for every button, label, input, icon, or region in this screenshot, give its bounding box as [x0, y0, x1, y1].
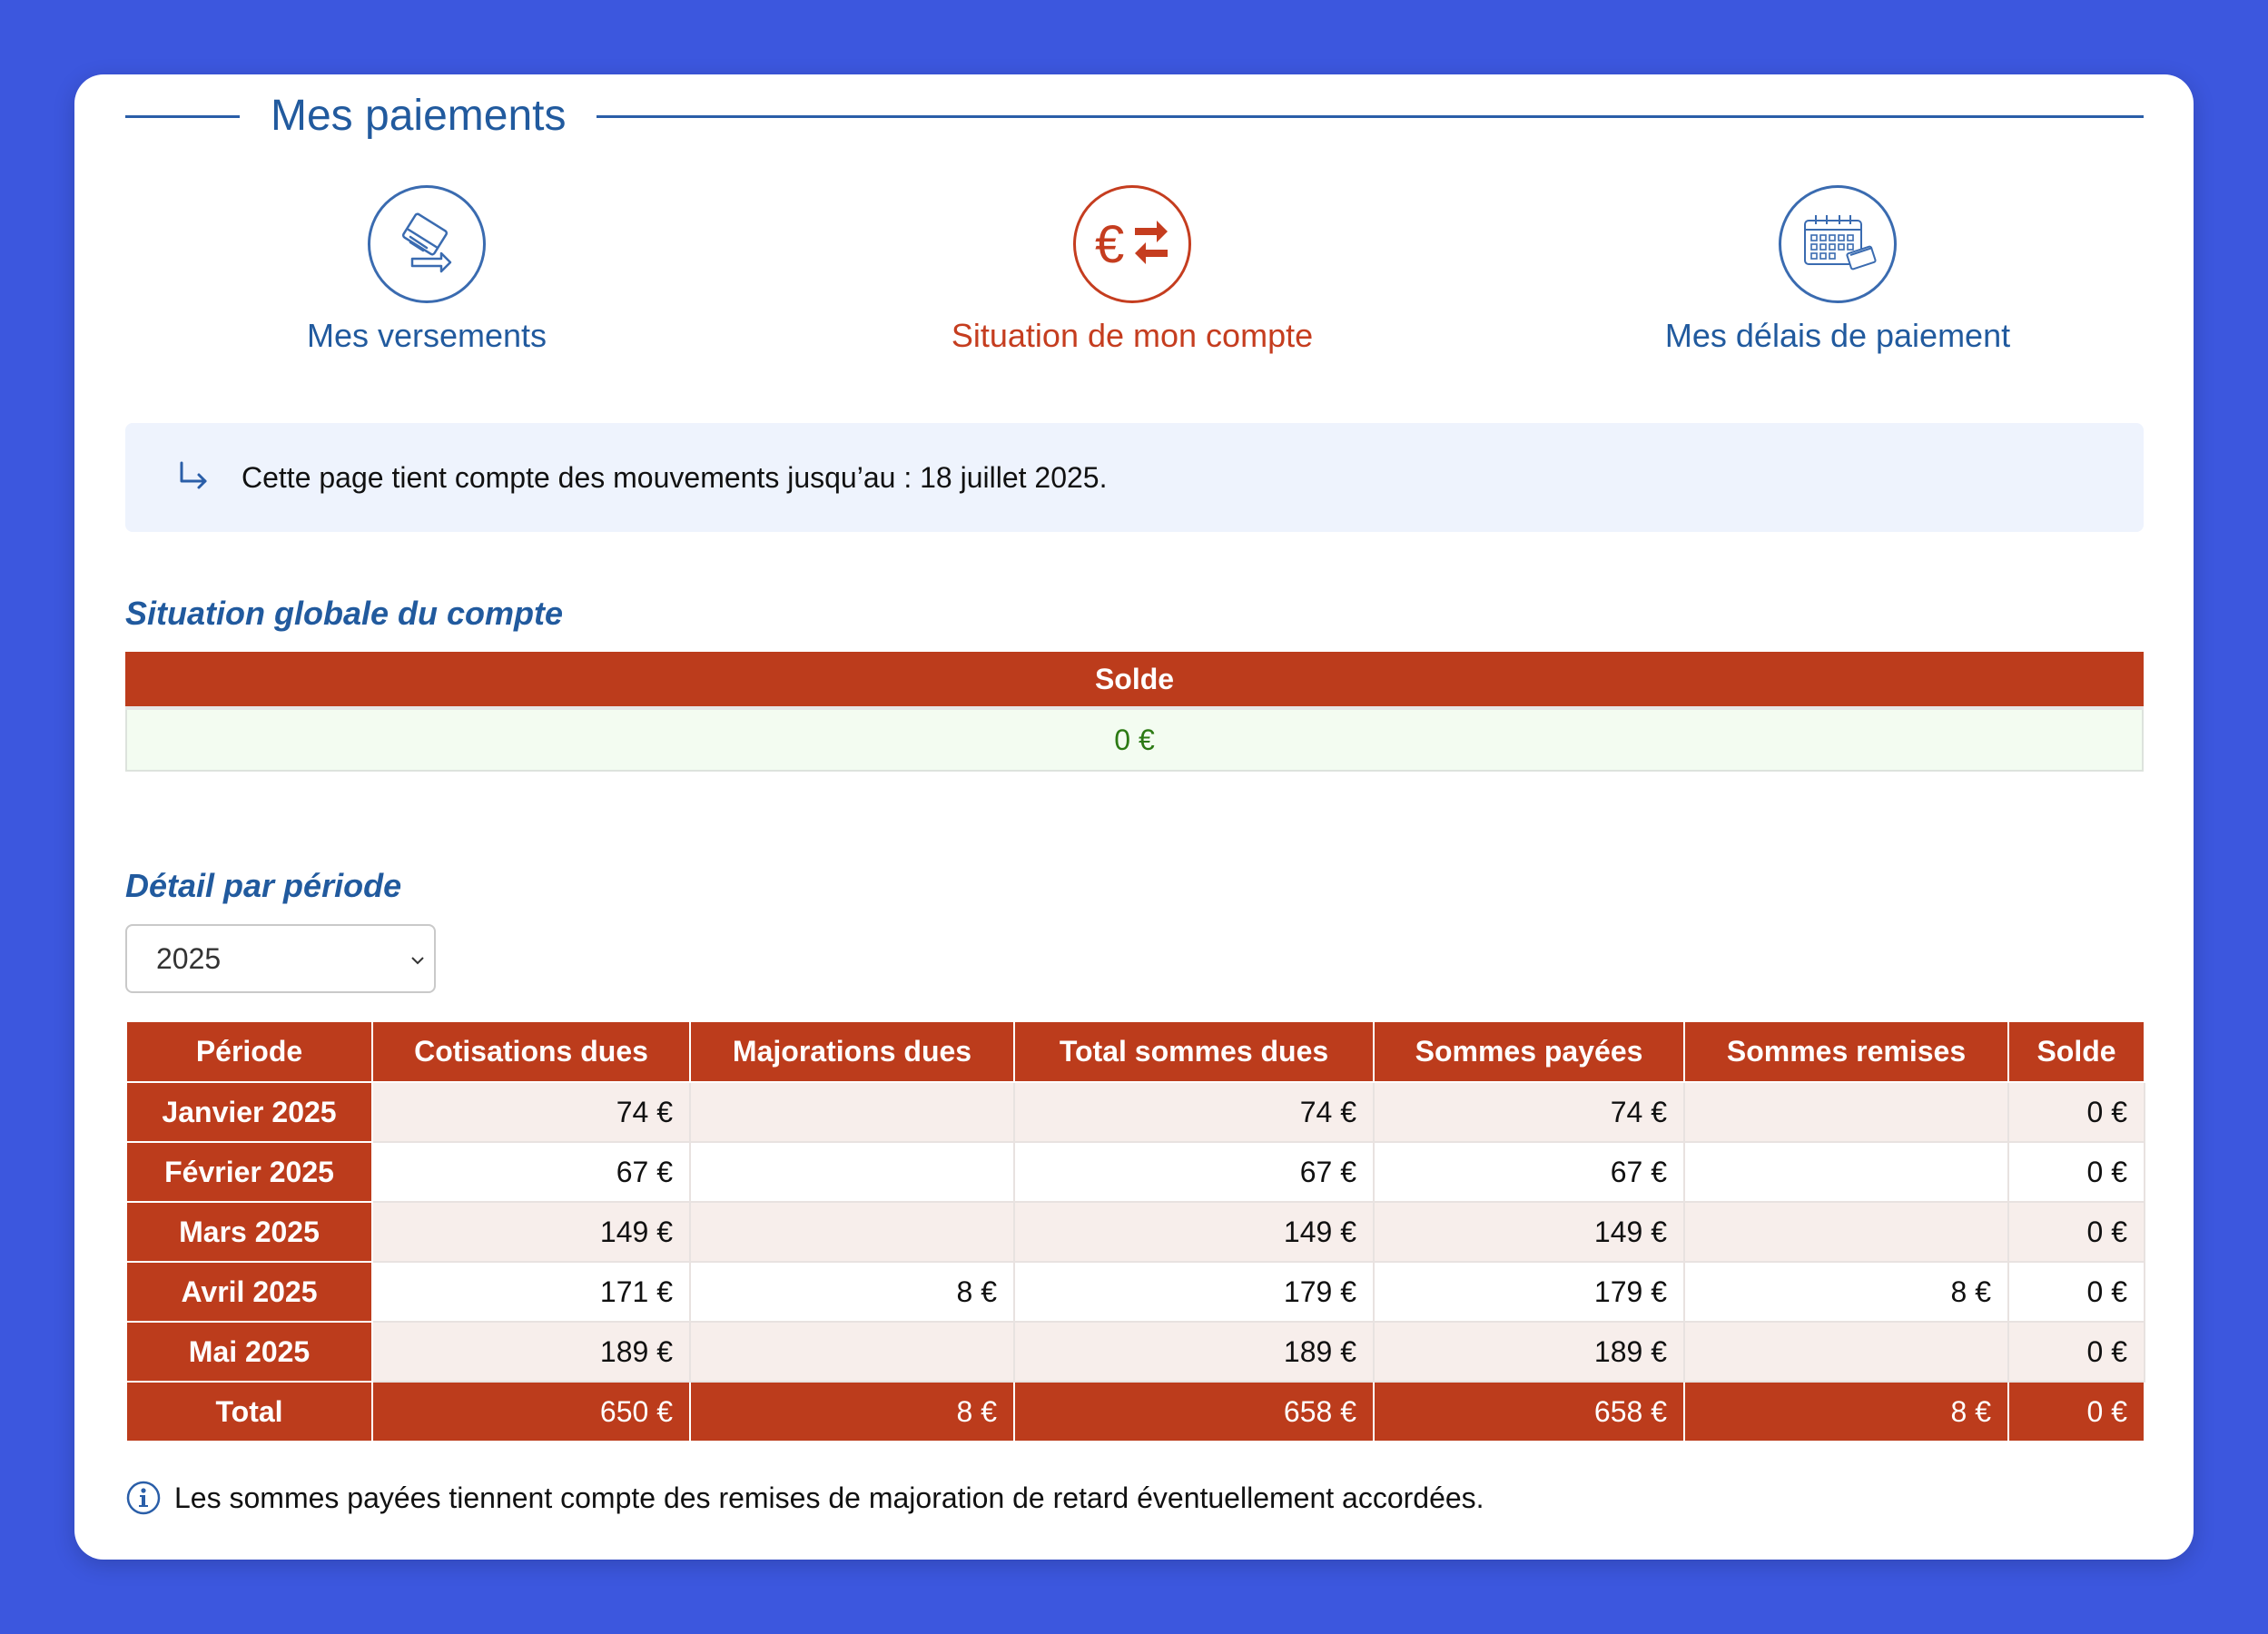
solde-cell: 0 €	[2008, 1082, 2145, 1142]
table-row	[126, 1202, 2145, 1262]
total-dues-cell: 189 €	[1014, 1322, 1374, 1382]
tile-label: Situation de mon compte	[951, 317, 1314, 354]
payees-cell: 179 €	[1374, 1262, 1684, 1322]
column-header: Majorations dues	[690, 1022, 1014, 1082]
period-cell: Mai 2025	[126, 1322, 372, 1382]
column-header: Période	[126, 1022, 372, 1082]
solde-cell: 0 €	[2008, 1262, 2145, 1322]
column-header: Sommes payées	[1374, 1022, 1684, 1082]
tile-situation-compte[interactable]	[860, 185, 1405, 356]
majorations-cell	[690, 1322, 1014, 1382]
cotisations-cell: 189 €	[372, 1322, 690, 1382]
detail-table	[125, 1022, 2145, 1442]
year-select[interactable]	[125, 924, 436, 993]
total-dues-cell: 179 €	[1014, 1262, 1374, 1322]
payees-cell: 67 €	[1374, 1142, 1684, 1202]
cotisations-cell: 149 €	[372, 1202, 690, 1262]
table-row	[126, 1322, 2145, 1382]
cotisations-cell: 67 €	[372, 1142, 690, 1202]
total-label-cell: Total	[126, 1382, 372, 1442]
remises-cell	[1684, 1142, 2008, 1202]
column-header: Solde	[2008, 1022, 2145, 1082]
tile-label: Mes délais de paiement	[1664, 317, 2011, 354]
majorations-cell	[690, 1202, 1014, 1262]
calendar-icon	[1779, 185, 1897, 303]
majorations-cell	[690, 1142, 1014, 1202]
svg-text:€: €	[1095, 215, 1125, 274]
period-cell: Mars 2025	[126, 1202, 372, 1262]
year-select-value: 2025	[156, 941, 222, 975]
table-row	[126, 1262, 2145, 1322]
column-header: Total sommes dues	[1014, 1022, 1374, 1082]
solde-cell: 0 €	[2008, 1142, 2145, 1202]
remises-total-cell: 8 €	[1684, 1382, 2008, 1442]
payees-cell: 74 €	[1374, 1082, 1684, 1142]
payees-cell: 189 €	[1374, 1322, 1684, 1382]
total-dues-total-cell: 658 €	[1014, 1382, 1374, 1442]
title-rule	[125, 115, 240, 118]
total-dues-cell: 149 €	[1014, 1202, 1374, 1262]
euro-exchange-icon	[1073, 185, 1191, 303]
info-icon	[125, 1480, 162, 1516]
tile-label: Mes versements	[306, 317, 547, 354]
solde-value: 0 €	[125, 710, 2144, 772]
table-row	[126, 1142, 2145, 1202]
table-total-row	[126, 1382, 2145, 1442]
majorations-total-cell: 8 €	[690, 1382, 1014, 1442]
period-cell: Janvier 2025	[126, 1082, 372, 1142]
cotisations-cell: 171 €	[372, 1262, 690, 1322]
section-title-global: Situation globale du compte	[125, 595, 564, 632]
period-cell: Février 2025	[126, 1142, 372, 1202]
payments-card	[74, 74, 2194, 1560]
tile-mes-versements[interactable]	[154, 185, 699, 356]
solde-header: Solde	[125, 652, 2144, 710]
title-rule	[597, 115, 2144, 118]
majorations-cell: 8 €	[690, 1262, 1014, 1322]
solde-total-cell: 0 €	[2008, 1382, 2145, 1442]
remises-cell: 8 €	[1684, 1262, 2008, 1322]
card-payment-icon	[368, 185, 486, 303]
solde-cell: 0 €	[2008, 1322, 2145, 1382]
tile-delais-paiement[interactable]	[1565, 185, 2110, 356]
majorations-cell	[690, 1082, 1014, 1142]
table-header-row	[126, 1022, 2145, 1082]
column-header: Sommes remises	[1684, 1022, 2008, 1082]
remises-cell	[1684, 1082, 2008, 1142]
banner-text: Cette page tient compte des mouvements jusqu’au : 18 juillet 2025.	[242, 461, 1108, 494]
solde-cell: 0 €	[2008, 1202, 2145, 1262]
cotisations-total-cell: 650 €	[372, 1382, 690, 1442]
column-header: Cotisations dues	[372, 1022, 690, 1082]
section-title-detail: Détail par période	[125, 867, 402, 904]
payees-cell: 149 €	[1374, 1202, 1684, 1262]
table-row	[126, 1082, 2145, 1142]
footnote-text: Les sommes payées tiennent compte des remises de majoration de retard éventuellement accordées.	[174, 1481, 1484, 1514]
payees-total-cell: 658 €	[1374, 1382, 1684, 1442]
return-arrow-icon	[176, 458, 212, 494]
cotisations-cell: 74 €	[372, 1082, 690, 1142]
remises-cell	[1684, 1202, 2008, 1262]
info-banner	[125, 423, 2144, 532]
chevron-down-icon	[407, 950, 429, 971]
footnote	[125, 1478, 1484, 1518]
page-title: Mes paiements	[271, 92, 567, 140]
period-cell: Avril 2025	[126, 1262, 372, 1322]
total-dues-cell: 67 €	[1014, 1142, 1374, 1202]
total-dues-cell: 74 €	[1014, 1082, 1374, 1142]
remises-cell	[1684, 1322, 2008, 1382]
